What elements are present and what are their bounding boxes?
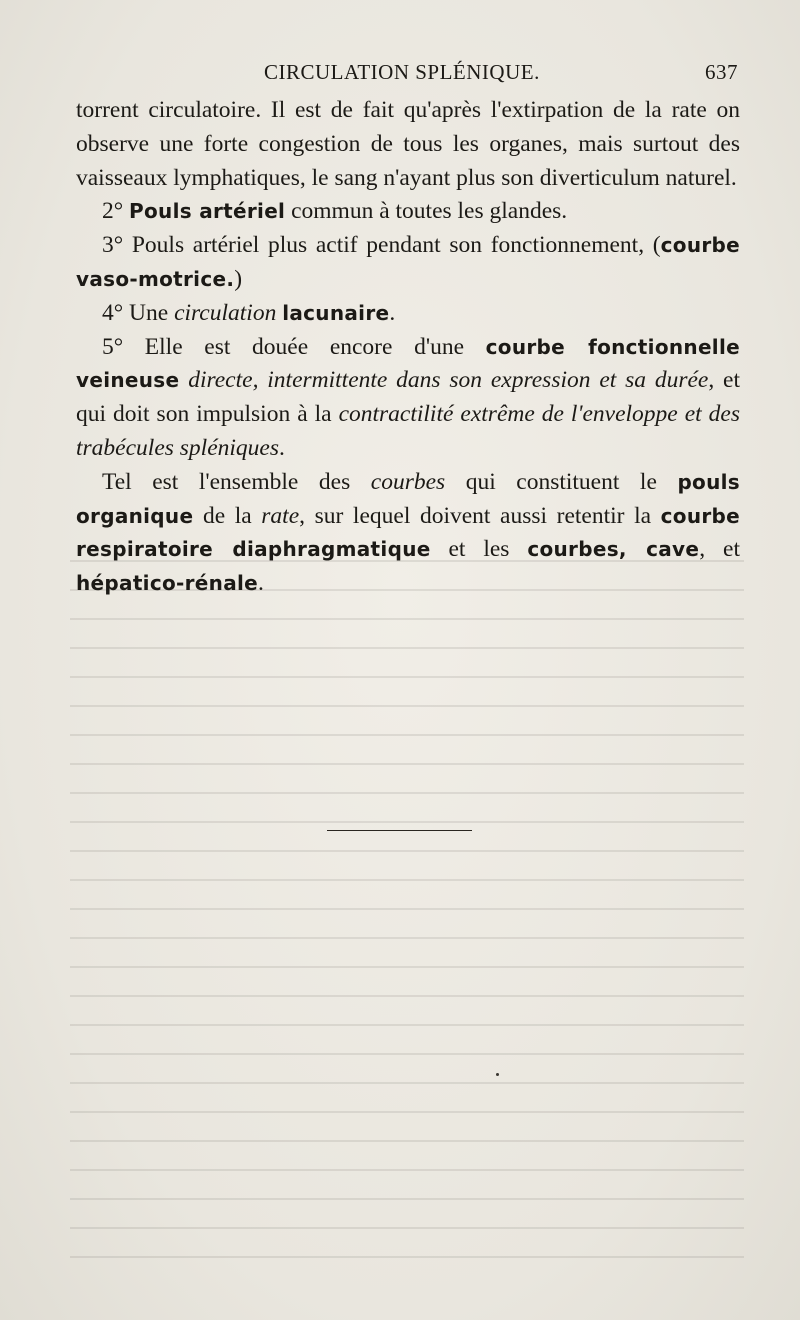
p6-bold-1: pouls organique: [76, 469, 740, 528]
item-4-italic: circulation: [174, 299, 277, 326]
item-4-bold: lacunaire: [282, 300, 390, 325]
running-title: CIRCULATION SPLÉNIQUE.: [264, 60, 540, 84]
item-2-number: 2°: [102, 198, 124, 225]
ink-speck: [496, 1073, 499, 1076]
item-3-bold: courbe vaso-motrice.: [76, 233, 741, 291]
item-3-close-paren: ): [234, 265, 243, 292]
show-through-texture: [70, 560, 744, 1260]
p6-italic-1: courbes: [370, 468, 446, 495]
p6-b: qui constituent le: [445, 468, 678, 495]
item-3: [76, 229, 740, 297]
item-2-rest: commun à toutes les glandes.: [285, 198, 568, 225]
p6-bold-4: hépatico-rénale: [76, 571, 259, 596]
item-5-end: .: [278, 434, 285, 461]
item-2: [76, 195, 740, 229]
p6-bold-3: courbes, cave: [527, 537, 700, 562]
body-text: [76, 94, 740, 601]
item-3-text: 3° Pouls artériel plus actif pendant son fonctionnement,: [102, 232, 645, 259]
item-5-b: , et qui doit son impulsion à la: [76, 367, 740, 428]
paragraph-6: [76, 466, 740, 601]
p6-d: , sur lequel doivent aussi retentir la: [299, 502, 661, 529]
item-5: [76, 331, 740, 466]
section-rule: [327, 830, 472, 831]
item-3-open-paren: (: [652, 232, 661, 259]
p6-italic-2: rate: [261, 502, 300, 529]
item-4: [76, 297, 740, 331]
p6-a: Tel est l'ensemble des: [102, 468, 371, 495]
p6-f: , et: [699, 536, 740, 563]
p6-end: .: [258, 570, 264, 597]
p6-bold-2: courbe respiratoire diaphragmatique: [76, 503, 741, 562]
item-5-a: 5° Elle est douée encore d'une: [102, 333, 486, 360]
item-5-bold: courbe fonctionnelle veineuse: [76, 334, 740, 393]
item-5-italic-2: contractilité extrême de l'enveloppe et des trabécules spléniques: [76, 401, 740, 461]
item-4-number: 4° Une: [102, 299, 175, 326]
item-2-bold: Pouls artériel: [129, 199, 286, 224]
page-number: 637: [705, 60, 738, 84]
p6-e: et les: [430, 536, 528, 563]
running-header: [74, 60, 738, 90]
paragraph-1: torrent circulatoire. Il est de fait qu'après l'extirpation de la rate on observe une forte congestion de tous les organes, mais surtout des vaisseaux lymphatiques, le sang n'ayant plus son diverticulum naturel.: [76, 97, 740, 191]
p6-c: de la: [193, 502, 262, 529]
item-4-end: .: [389, 299, 396, 326]
item-5-italic-1: directe, intermittente dans son expression et sa durée: [179, 367, 709, 394]
